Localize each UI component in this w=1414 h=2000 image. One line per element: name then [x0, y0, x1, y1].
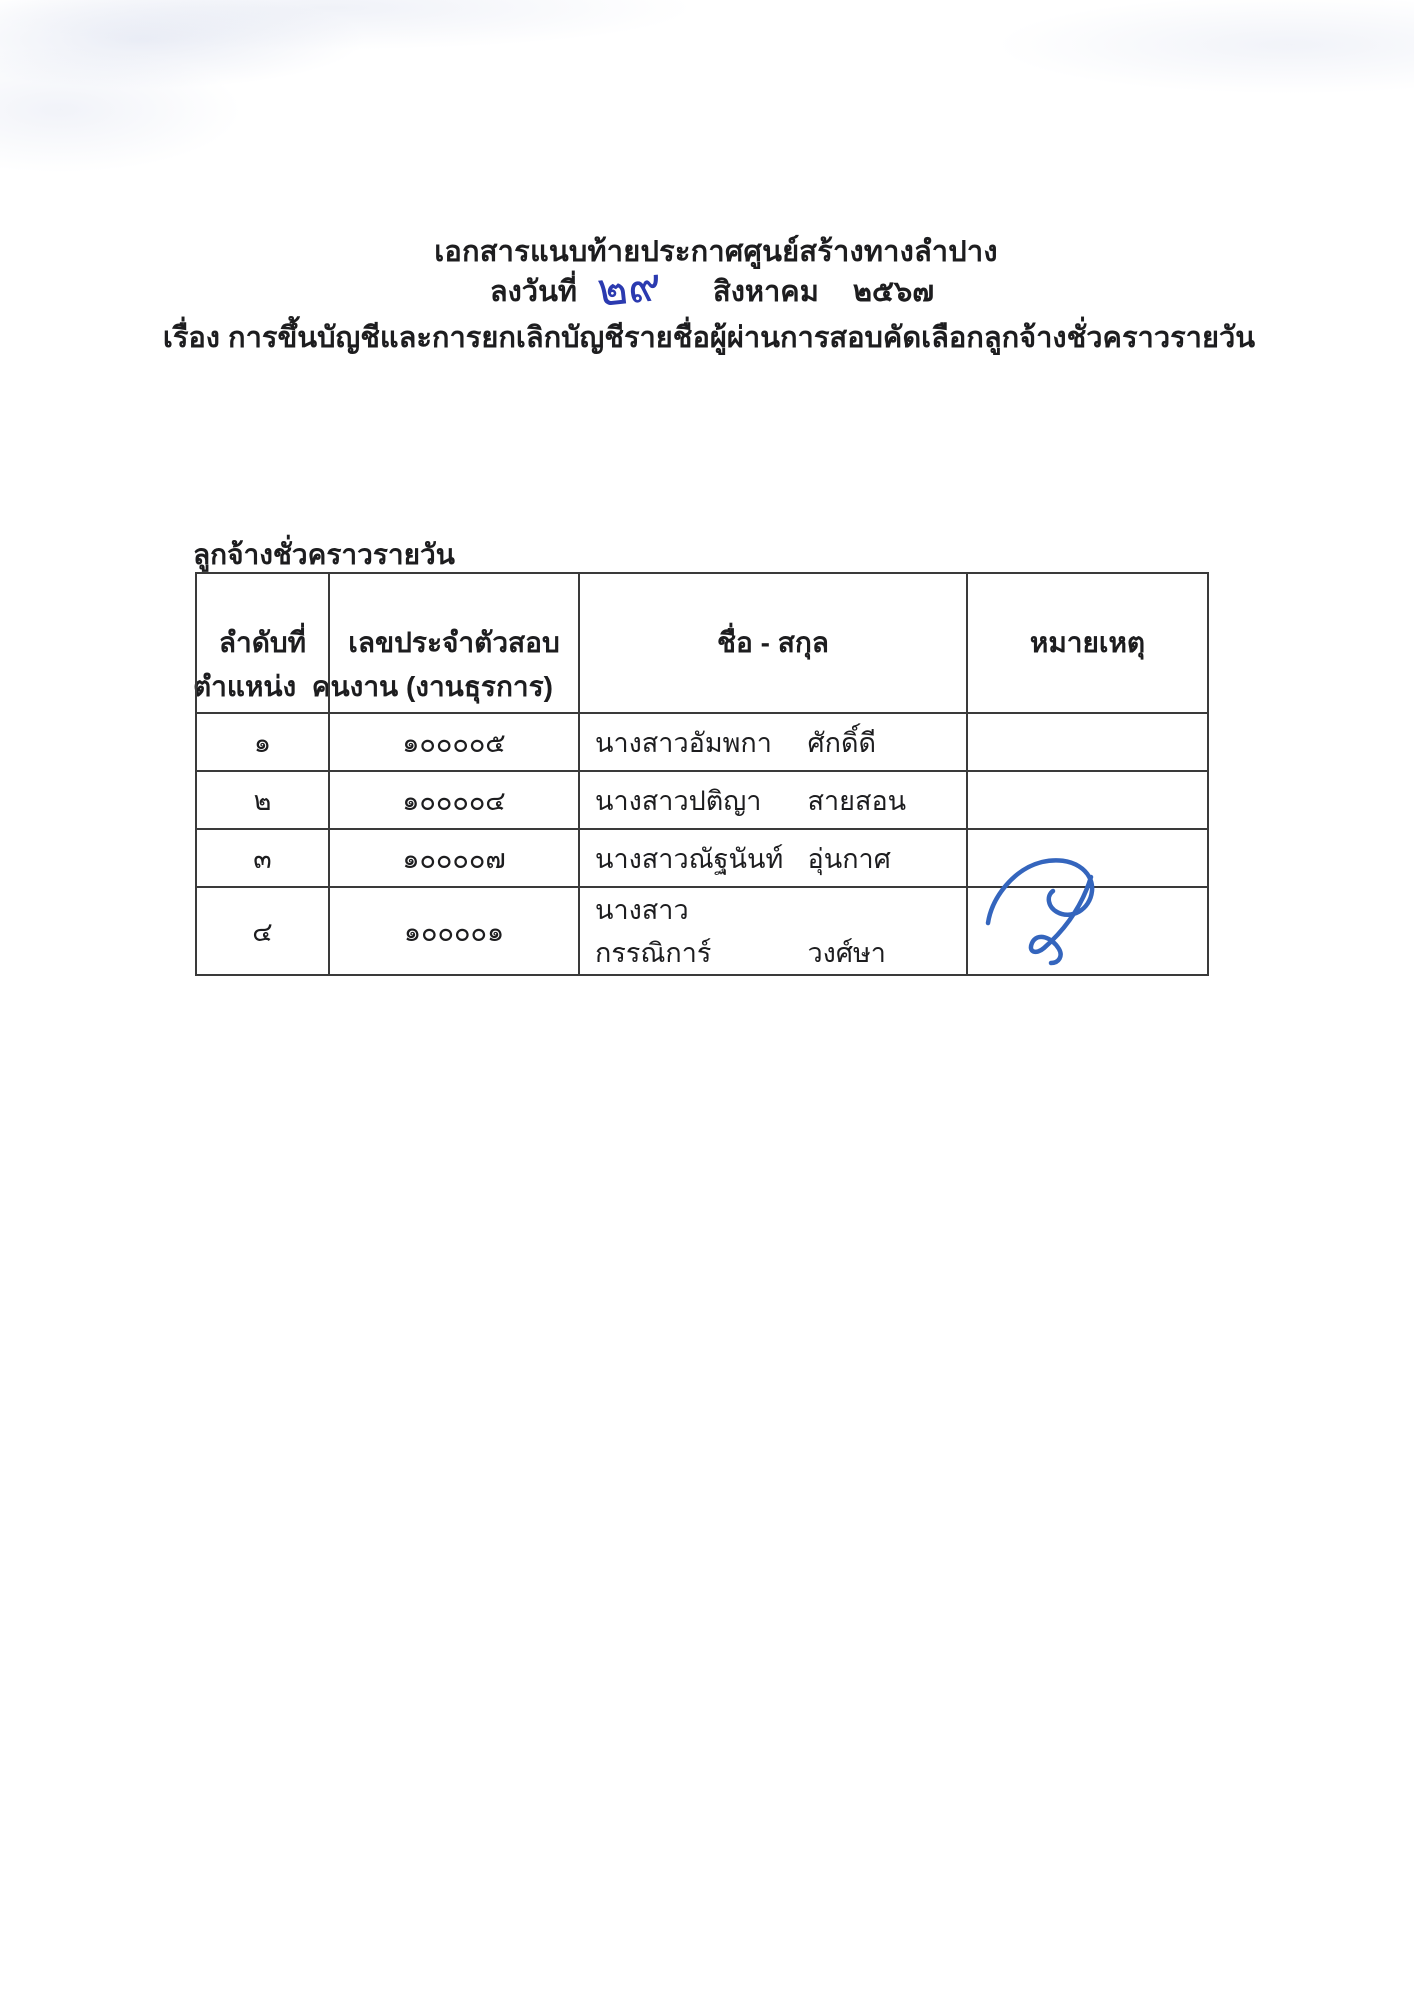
handwritten-date-day: ๒๙ [594, 256, 664, 318]
date-month-label: สิงหาคม [713, 276, 819, 308]
order-number-cell: ๑ [196, 713, 329, 771]
position-label: ตำแหน่ง คนงาน (งานธุรการ) [193, 671, 553, 702]
order-number-cell: ๔ [196, 887, 329, 975]
last-name: ศักดิ์ดี [807, 727, 877, 758]
date-prefix-label: ลงวันที่ [489, 276, 578, 308]
table-row [196, 829, 1208, 887]
last-name: สายสอน [807, 785, 907, 816]
remark-cell [967, 713, 1208, 771]
exam-id-cell: ๑๐๐๐๐๔ [329, 771, 579, 829]
remark-cell [967, 771, 1208, 829]
last-name: อุ่นกาศ [807, 843, 891, 874]
table-body [196, 713, 1208, 975]
header-order-number: ลำดับที่ [196, 573, 329, 713]
exam-id-cell: ๑๐๐๐๐๑ [329, 887, 579, 975]
remark-cell [967, 887, 1208, 975]
name-cell [579, 829, 967, 887]
roster-table [195, 572, 1209, 976]
table-row [196, 771, 1208, 829]
first-name: นางสาวณัฐนันท์ [595, 843, 784, 874]
date-year-label: ๒๕๖๗ [852, 276, 935, 308]
first-name: นางสาวกรรณิการ์ [595, 895, 712, 968]
table-header-row [196, 573, 1208, 713]
date-line [0, 256, 1414, 318]
name-cell [579, 887, 967, 975]
header-name-surname: ชื่อ - สกุล [579, 573, 967, 713]
first-name: นางสาวอัมพกา [595, 727, 772, 758]
order-number-cell: ๓ [196, 829, 329, 887]
order-number-cell: ๒ [196, 771, 329, 829]
exam-id-cell: ๑๐๐๐๐๗ [329, 829, 579, 887]
table-row [196, 887, 1208, 975]
name-cell [579, 713, 967, 771]
last-name: วงศ์ษา [807, 938, 886, 968]
name-cell [579, 771, 967, 829]
first-name: นางสาวปติญา [595, 785, 762, 816]
remark-cell [967, 829, 1208, 887]
exam-id-cell: ๑๐๐๐๐๕ [329, 713, 579, 771]
table-row [196, 713, 1208, 771]
header-remark: หมายเหตุ [967, 573, 1208, 713]
document-subject: เรื่อง การขึ้นบัญชีและการยกเลิกบัญชีรายชื่อผู้ผ่านการสอบคัดเลือกลูกจ้างชั่วคราวรายวัน [162, 322, 1256, 354]
header-exam-id: เลขประจำตัวสอบ [329, 573, 579, 713]
document-title: เอกสารแนบท้ายประกาศศูนย์สร้างทางลำปาง [434, 236, 998, 268]
employee-type-label: ลูกจ้างชั่วคราวรายวัน [193, 539, 455, 570]
